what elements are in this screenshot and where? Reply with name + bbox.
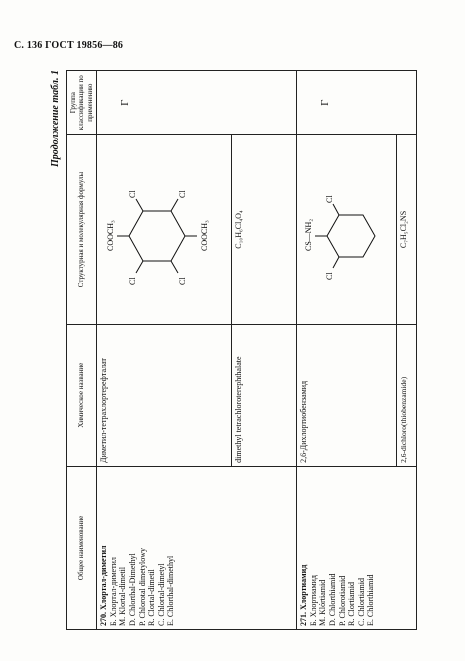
reference-table xyxy=(66,70,417,630)
col-chemical-name: Химическое название xyxy=(67,324,97,466)
list-item: C. Chlortiamid xyxy=(356,578,366,626)
list-item: М. Klortal-dimetil xyxy=(118,566,128,626)
list-item: D. Chlorthiamid xyxy=(327,573,337,626)
structure-diagram xyxy=(299,151,387,321)
struct-label-top: CS—NH₂ xyxy=(304,218,314,251)
col-common-name: Общее наименование xyxy=(67,466,97,629)
molecular-formula: C₇H₅Cl₂NS xyxy=(397,135,417,324)
entry-title: Хлортиамид xyxy=(299,564,309,610)
entry-title: Хлортал-диметил xyxy=(99,545,109,610)
list-item: C. Chlortal-dimetyl xyxy=(156,563,166,626)
chemical-name-en: 2,6-dichloro(thiobenzamide) xyxy=(397,324,417,466)
chemical-name-ru: Диметил-тетрахлортерефталат xyxy=(97,324,232,466)
struct-label-top: COOCH₃ xyxy=(106,219,116,251)
common-name-cell xyxy=(97,466,297,629)
col-structure: Структурная и молекулярная формулы xyxy=(67,135,97,324)
structure-diagram xyxy=(99,151,219,321)
struct-label-cl: Cl xyxy=(178,276,188,285)
list-item: М. Klórtiamid xyxy=(318,579,328,626)
rotated-table-page xyxy=(50,70,450,630)
list-item: Б. Хлортал-диметил xyxy=(108,557,118,626)
group-cell: Г xyxy=(97,71,297,135)
chemical-name-ru: 2,6-Дихлортиобензамид xyxy=(297,324,397,466)
list-item: E. Chlorthiamid xyxy=(366,574,376,626)
common-name-cell xyxy=(297,466,417,629)
list-item: R. Clortal-dimetil xyxy=(147,569,157,626)
list-item: Б. Хлортиамид xyxy=(308,575,318,626)
col-group: Группа классификации по применению xyxy=(67,71,97,135)
table-header-row xyxy=(67,71,97,630)
list-item: P. Chlorotiamid xyxy=(337,575,347,626)
chemical-name-en: dimethyl tetrachloroterephthalate xyxy=(232,324,297,466)
list-item: E. Chlorthal-dimethyl xyxy=(166,555,176,626)
table-row xyxy=(297,71,397,630)
list-item: P. Chlorotal dimetylowy xyxy=(137,548,147,626)
struct-label-cl: Cl xyxy=(178,189,188,198)
table-row xyxy=(97,71,232,630)
structure-cell xyxy=(297,135,397,324)
structure-cell xyxy=(97,135,232,324)
struct-label-cl: Cl xyxy=(325,271,335,280)
page-header: С. 136 ГОСТ 19856—86 xyxy=(14,40,124,51)
list-item: D. Chlorthal-Dimethyl xyxy=(127,553,137,626)
entry-number: 270. xyxy=(99,612,109,626)
group-cell: Г xyxy=(297,71,417,135)
struct-label-cl: Cl xyxy=(128,189,138,198)
list-item: R. Clortiamid xyxy=(347,582,357,626)
molecular-formula: C₁₀H₆Cl₄O₄ xyxy=(232,135,297,324)
continuation-label: Продолжение табл. 1 xyxy=(50,70,61,168)
struct-label-cl: Cl xyxy=(128,276,138,285)
struct-label-cl: Cl xyxy=(325,194,335,203)
struct-label-bottom: COOCH₃ xyxy=(200,219,210,251)
entry-number: 271. xyxy=(299,612,309,626)
